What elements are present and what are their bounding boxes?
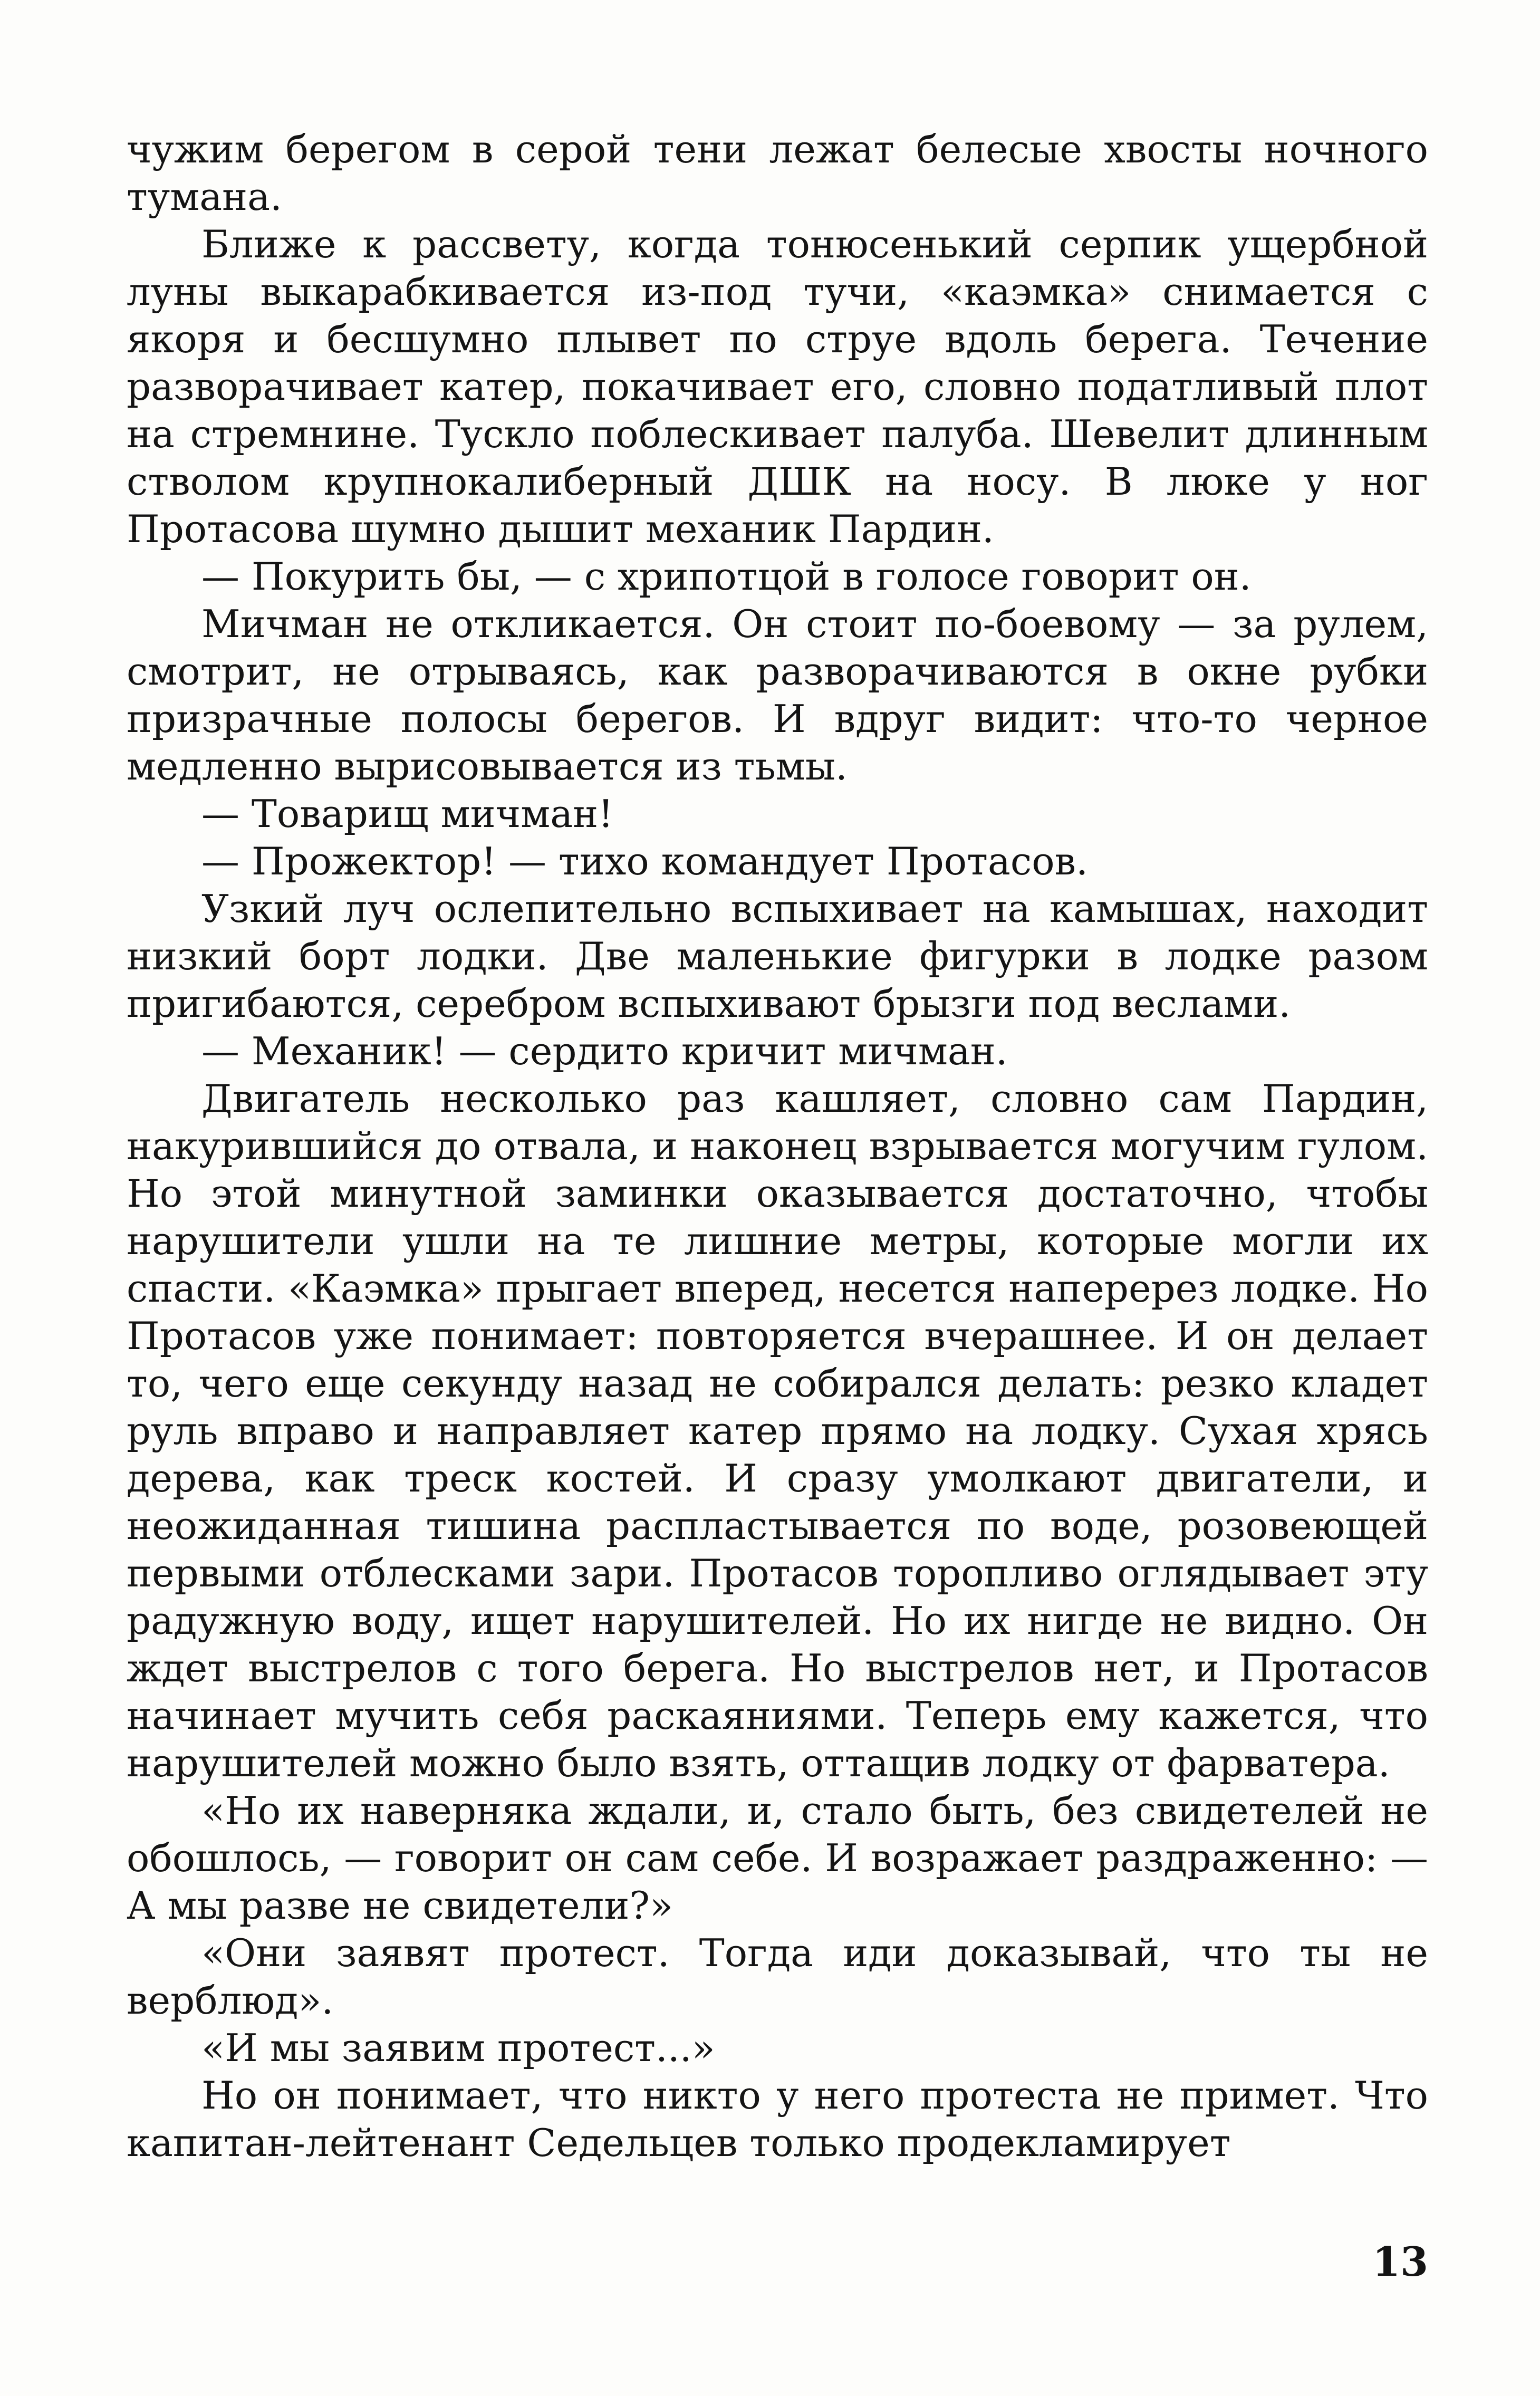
page-number: 13 xyxy=(1372,2238,1428,2285)
paragraph-11: «Они заявят протест. Тогда иди доказывай, что ты не верблюд». xyxy=(127,1931,1428,2023)
paragraph-12: «И мы заявим протест...» xyxy=(201,2026,715,2070)
paragraph-6: — Прожектор! — тихо командует Протасов. xyxy=(201,839,1088,883)
paragraph-10: «Но их наверняка ждали, и, стало быть, без свидетелей не обошлось, — говорит он сам себе. И возражает раздраженно: — А мы разве не свидетели?» xyxy=(127,1788,1428,1928)
paragraph-8: — Механик! — сердито кричит мичман. xyxy=(201,1029,1008,1073)
paragraph-13: Но он понимает, что никто у него протеста не примет. Что капитан-лейтенант Седельцев только продекламирует xyxy=(127,2073,1428,2165)
paragraph-2: Ближе к рассвету, когда тонюсенький серпик ущербной луны выкарабкивается из-под тучи, «каэмка» снимается с якоря и бесшумно плывет по струе вдоль берега. Течение разворачивает катер, покачивает его, словно податливый плот на стремнине. Тускло поблескивает палуба. Шевелит длинным стволом крупнокалиберный ДШК на носу. В люке у ног Протасова шумно дышит механик Пардин. xyxy=(127,222,1428,551)
paragraph-3: — Покурить бы, — с хрипотцой в голосе говорит он. xyxy=(201,554,1252,599)
paragraph-1: чужим берегом в серой тени лежат белесые хвосты ночного тумана. xyxy=(127,127,1428,219)
paragraph-5: — Товарищ мичман! xyxy=(201,792,614,836)
page-body-text xyxy=(127,126,1428,2167)
paragraph-9: Двигатель несколько раз кашляет, словно сам Пардин, накурившийся до отвала, и наконец взрывается могучим гулом. Но этой минутной заминки оказывается достаточно, чтобы нарушители ушли на те лишние метры, которые могли их спасти. «Каэмка» прыгает вперед, несется наперерез лодке. Но Протасов уже понимает: повторяется вчерашнее. И он делает то, чего еще секунду назад не собирался делать: резко кладет руль вправо и направляет катер прямо на лодку. Сухая хрясь дерева, как треск костей. И сразу умолкают двигатели, и неожиданная тишина распластывается по воде, розовеющей первыми отблесками зари. Протасов торопливо оглядывает эту радужную воду, ищет нарушителей. Но их нигде не видно. Он ждет выстрелов с того берега. Но выстрелов нет, и Протасов начинает мучить себя раскаяниями. Теперь ему кажется, что нарушителей можно было взять, оттащив лодку от фарватера. xyxy=(127,1076,1428,1785)
paragraph-4: Мичман не откликается. Он стоит по-боевому — за рулем, смотрит, не отрываясь, как разворачиваются в окне рубки призрачные полосы берегов. И вдруг видит: что-то черное медленно вырисовывается из тьмы. xyxy=(127,602,1428,788)
paragraph-7: Узкий луч ослепительно вспыхивает на камышах, находит низкий борт лодки. Две маленькие фигурки в лодке разом пригибаются, серебром вспыхивают брызги под веслами. xyxy=(127,887,1428,1026)
